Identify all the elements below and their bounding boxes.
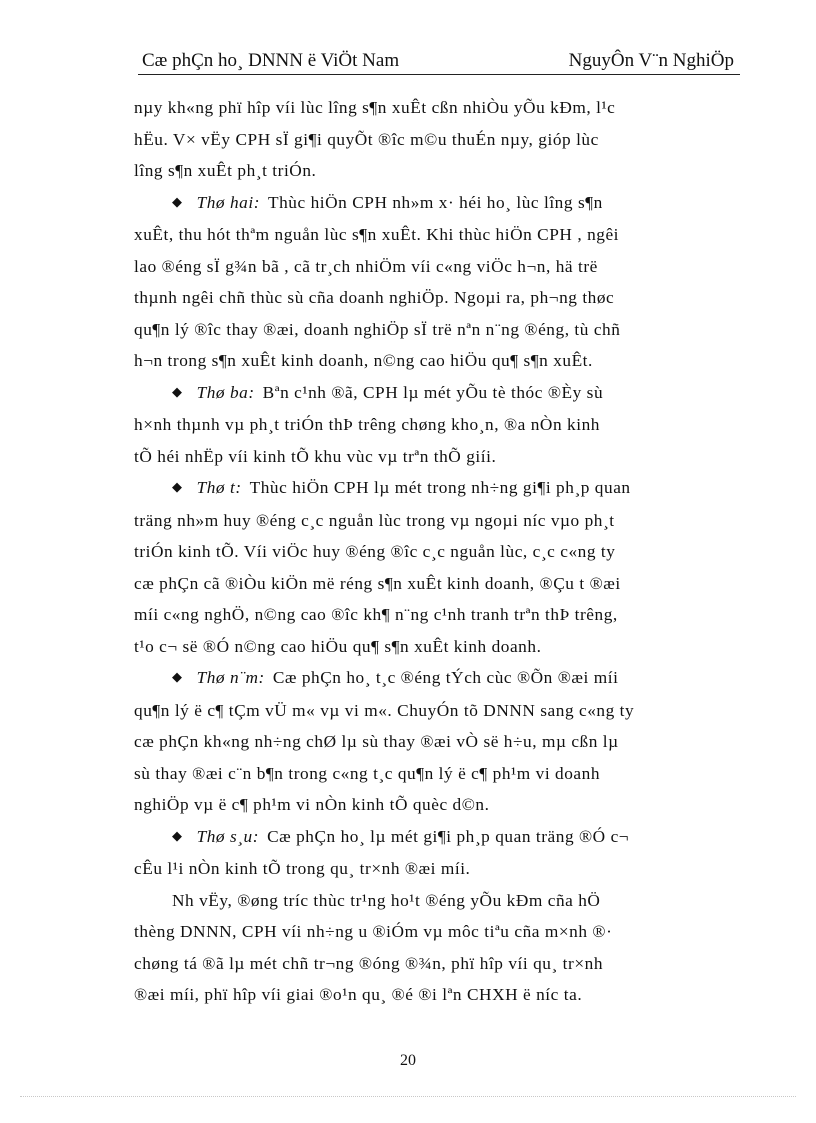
text-line: qu¶n lý ®îc thay ®æi, doanh nghiÖp sÏ trë nªn n¨ng ®éng, tù chñ bbox=[134, 319, 621, 339]
diamond-bullet-icon: ◆ bbox=[172, 383, 183, 399]
diamond-bullet-icon: ◆ bbox=[172, 669, 183, 684]
text-line: t¹o c¬ së ®Ó n©ng cao hiÖu qu¶ s¶n xuÊt kinh doanh. bbox=[134, 636, 542, 656]
paragraph-sixth bbox=[134, 821, 740, 885]
text-line: cæ phÇn cã ®iÒu kiÖn më réng s¶n xuÊt kinh doanh, ®Çu t ®æi bbox=[134, 573, 621, 593]
text-line: lao ®éng sÏ g¾n bã , cã tr¸ch nhiÖm víi c«ng viÖc h¬n, hä trë bbox=[134, 256, 598, 276]
text-line: Thùc hiÖn CPH nh»m x· héi ho¸ lùc lîng s¶n bbox=[268, 192, 603, 212]
page-bottom-rule bbox=[20, 1096, 796, 1097]
text-line: Cæ phÇn ho¸ lµ mét gi¶i ph¸p quan träng ®Ó c¬ bbox=[267, 826, 630, 846]
text-line: hËu. V× vËy CPH sÏ gi¶i quyÕt ®îc m©u thuÉn nµy, gióp lùc bbox=[134, 129, 599, 149]
text-line: cÊu l¹i nÒn kinh tÕ trong qu¸ tr×nh ®æi míi. bbox=[134, 859, 471, 878]
text-line: träng nh»m huy ®éng c¸c nguån lùc trong vµ ngoµi níc vµo ph¸t bbox=[134, 510, 615, 530]
point-lead: Thø hai: bbox=[196, 192, 261, 212]
body-text bbox=[134, 92, 740, 1011]
text-line: Nh vËy, ®øng tríc thùc tr¹ng ho¹t ®éng yÕu kÐm cña hÖ bbox=[172, 890, 601, 910]
point-lead: Thø t: bbox=[196, 478, 242, 497]
running-header bbox=[138, 48, 740, 75]
paragraph-fifth bbox=[134, 662, 740, 821]
text-line: xuÊt, thu hót thªm nguån lùc s¶n xuÊt. Khi thùc hiÖn CPH , ngêi bbox=[134, 225, 620, 244]
page-number: 20 bbox=[400, 1052, 416, 1069]
text-line: triÓn kinh tÕ. Víi viÖc huy ®éng ®îc c¸c nguån lùc, c¸c c«ng ty bbox=[134, 542, 616, 561]
text-line: Cæ phÇn ho¸ t¸c ®éng tÝch cùc ®Õn ®æi míi bbox=[272, 668, 619, 687]
paragraph-intro bbox=[134, 92, 740, 187]
text-line: ®æi míi, phï hîp víi giai ®o¹n qu¸ ®é ®i lªn CHXH ë níc ta. bbox=[134, 985, 583, 1004]
text-line: cæ phÇn kh«ng nh÷ng chØ lµ sù thay ®æi vÒ së h÷u, mµ cßn lµ bbox=[134, 732, 619, 751]
text-line: Bªn c¹nh ®ã, CPH lµ mét yÕu tè thóc ®Èy sù bbox=[262, 382, 604, 402]
paragraph-third bbox=[134, 377, 740, 473]
header-author: NguyÔn V¨n NghiÖp bbox=[568, 50, 734, 71]
paragraph-conclusion bbox=[134, 885, 740, 1011]
text-line: qu¶n lý ë c¶ tÇm vÜ m« vµ vi m«. ChuyÓn tõ DNNN sang c«ng ty bbox=[134, 700, 635, 720]
text-line: tÕ héi nhËp víi kinh tÕ khu vùc vµ trªn thÕ giíi. bbox=[134, 446, 497, 466]
text-line: thµnh ngêi chñ thùc sù cña doanh nghiÖp. Ngoµi ra, ph¬ng thøc bbox=[134, 288, 615, 307]
diamond-bullet-icon: ◆ bbox=[172, 827, 183, 843]
text-line: h×nh thµnh vµ ph¸t triÓn thÞ trêng chøng kho¸n, ®a nÒn kinh bbox=[134, 415, 600, 434]
point-lead: Thø ba: bbox=[196, 382, 255, 402]
text-line: thèng DNNN, CPH víi nh÷ng u ®iÓm vµ môc tiªu cña m×nh ®· bbox=[134, 922, 613, 941]
point-lead: Thø s¸u: bbox=[196, 826, 260, 846]
paragraph-fourth bbox=[134, 472, 740, 662]
text-line: míi c«ng nghÖ, n©ng cao ®îc kh¶ n¨ng c¹nh tranh trªn thÞ trêng, bbox=[134, 605, 618, 624]
text-line: nµy kh«ng phï hîp víi lùc lîng s¶n xuÊt cßn nhiÒu yÕu kÐm, l¹c bbox=[134, 98, 616, 117]
text-line: Thùc hiÖn CPH lµ mét trong nh÷ng gi¶i ph¸p quan bbox=[249, 478, 631, 497]
text-line: h¬n trong s¶n xuÊt kinh doanh, n©ng cao hiÖu qu¶ s¶n xuÊt. bbox=[134, 351, 593, 370]
point-lead: Thø n¨m: bbox=[196, 668, 265, 687]
diamond-bullet-icon: ◆ bbox=[172, 479, 183, 494]
text-line: lîng s¶n xuÊt ph¸t triÓn. bbox=[134, 161, 317, 180]
paragraph-second bbox=[134, 187, 740, 377]
text-line: nghiÖp vµ ë c¶ ph¹m vi nÒn kinh tÕ quèc d©n. bbox=[134, 795, 490, 814]
text-line: sù thay ®æi c¨n b¶n trong c«ng t¸c qu¶n lý ë c¶ ph¹m vi doanh bbox=[134, 763, 601, 783]
diamond-bullet-icon: ◆ bbox=[172, 193, 183, 209]
header-title: Cæ phÇn ho¸ DNNN ë ViÖt Nam bbox=[142, 50, 400, 71]
text-line: chøng tá ®ã lµ mét chñ tr¬ng ®óng ®¾n, phï hîp víi qu¸ tr×nh bbox=[134, 953, 604, 973]
